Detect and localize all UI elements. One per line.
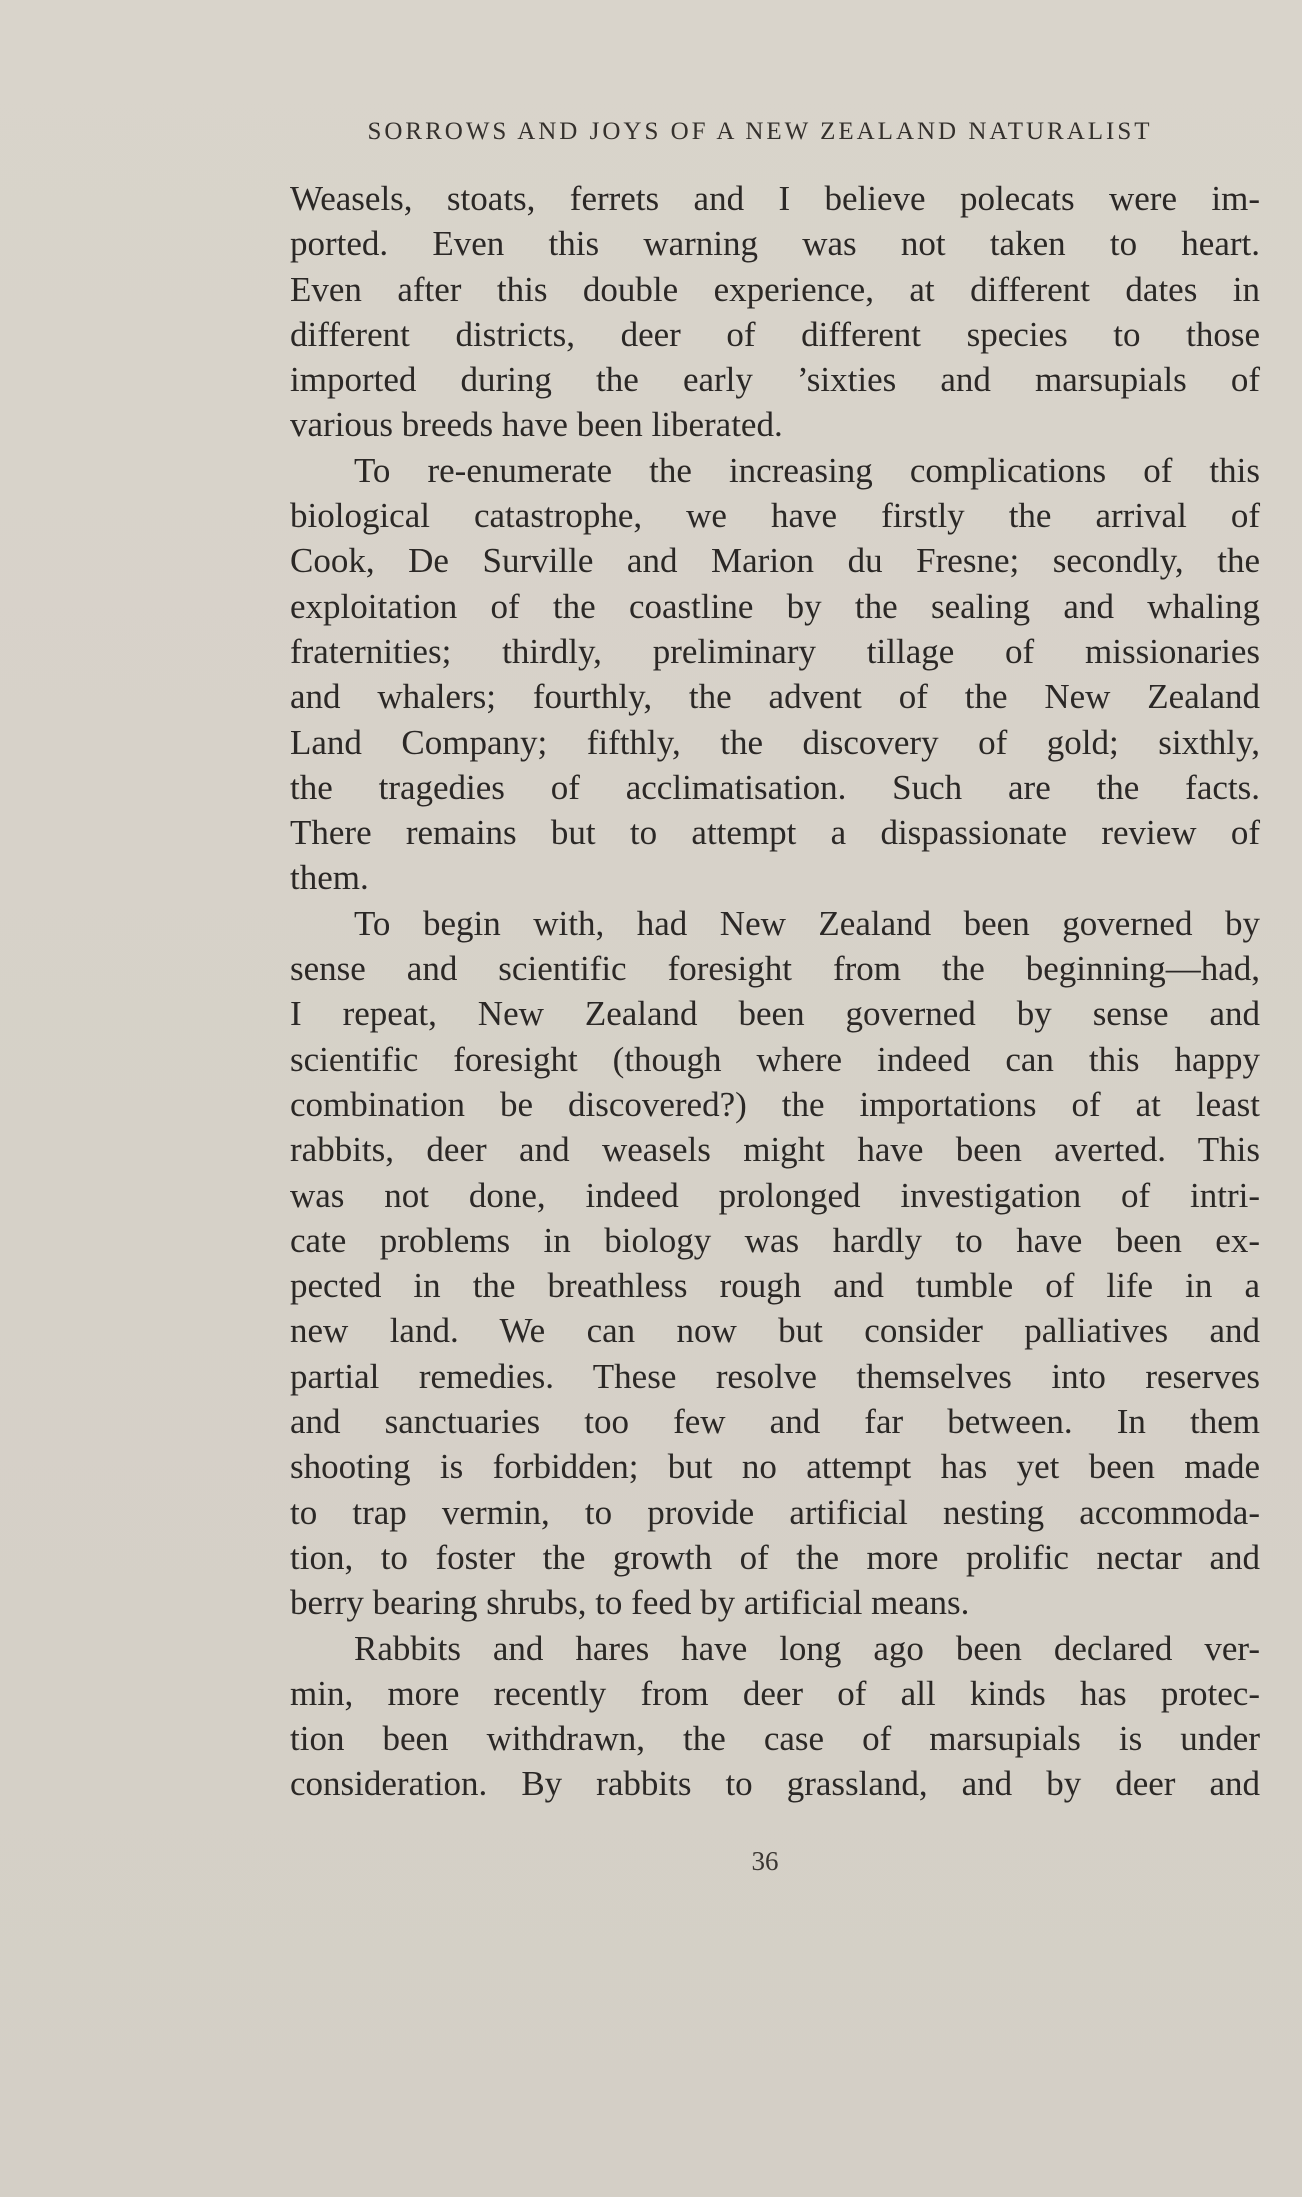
text-line: ported. Even this warning was not taken to heart. bbox=[290, 224, 1260, 264]
text-line: sense and scientific foresight from the beginning—had, bbox=[290, 949, 1260, 989]
text-line: cate problems in biology was hardly to have been ex- bbox=[290, 1220, 1260, 1260]
text-line: the tragedies of acclimatisation. Such are the facts. bbox=[290, 767, 1260, 807]
text-line: pected in the breathless rough and tumble of life in a bbox=[290, 1266, 1260, 1306]
text-line: tion, to foster the growth of the more prolific nectar and bbox=[290, 1537, 1260, 1577]
text-line: tion been withdrawn, the case of marsupials is under bbox=[290, 1719, 1260, 1759]
text-line: biological catastrophe, we have firstly the arrival of bbox=[290, 496, 1260, 536]
paragraph bbox=[290, 1626, 1260, 1807]
text-line: exploitation of the coastline by the sealing and whaling bbox=[290, 586, 1260, 626]
text-line: Rabbits and hares have long ago been declared ver- bbox=[354, 1628, 1260, 1668]
text-line: partial remedies. These resolve themselves into reserves bbox=[290, 1356, 1260, 1396]
text-line: To begin with, had New Zealand been governed by bbox=[354, 903, 1260, 943]
text-line: different districts, deer of different species to those bbox=[290, 314, 1260, 354]
text-line: To re-enumerate the increasing complications of this bbox=[354, 450, 1260, 490]
text-line: Land Company; fifthly, the discovery of gold; sixthly, bbox=[290, 722, 1260, 762]
text-line: was not done, indeed prolonged investigation of intri- bbox=[290, 1175, 1260, 1215]
paragraph bbox=[290, 448, 1260, 901]
text-line: them. bbox=[290, 858, 369, 898]
text-line: new land. We can now but consider palliatives and bbox=[290, 1311, 1260, 1351]
text-line: imported during the early ’sixties and marsupials of bbox=[290, 360, 1260, 400]
text-line: Cook, De Surville and Marion du Fresne; secondly, the bbox=[290, 541, 1260, 581]
paragraph bbox=[290, 901, 1260, 1626]
text-line: There remains but to attempt a dispassionate review of bbox=[290, 813, 1260, 853]
text-line: consideration. By rabbits to grassland, and by deer and bbox=[290, 1764, 1260, 1804]
text-line: I repeat, New Zealand been governed by sense and bbox=[290, 994, 1260, 1034]
text-line: fraternities; thirdly, preliminary tillage of missionaries bbox=[290, 631, 1260, 671]
text-line: to trap vermin, to provide artificial nesting accommoda- bbox=[290, 1492, 1260, 1532]
text-line: shooting is forbidden; but no attempt has yet been made bbox=[290, 1447, 1260, 1487]
text-line: scientific foresight (though where indeed can this happy bbox=[290, 1039, 1260, 1079]
text-line: and whalers; fourthly, the advent of the New Zealand bbox=[290, 677, 1260, 717]
page-number: 36 bbox=[751, 1846, 779, 1876]
running-head: SORROWS AND JOYS OF A NEW ZEALAND NATURALIST bbox=[367, 118, 1153, 145]
text-line: Weasels, stoats, ferrets and I believe polecats were im- bbox=[290, 179, 1260, 218]
text-line: min, more recently from deer of all kinds has protec- bbox=[290, 1673, 1260, 1713]
text-line: rabbits, deer and weasels might have been averted. This bbox=[290, 1130, 1260, 1170]
text-line: and sanctuaries too few and far between. In them bbox=[290, 1402, 1260, 1442]
paragraph bbox=[290, 176, 1260, 448]
body-text bbox=[290, 176, 1260, 1807]
text-line: combination be discovered?) the importations of at least bbox=[290, 1084, 1260, 1124]
text-line: berry bearing shrubs, to feed by artificial means. bbox=[290, 1583, 970, 1623]
text-line: Even after this double experience, at different dates in bbox=[290, 269, 1260, 309]
text-line: various breeds have been liberated. bbox=[290, 405, 783, 445]
